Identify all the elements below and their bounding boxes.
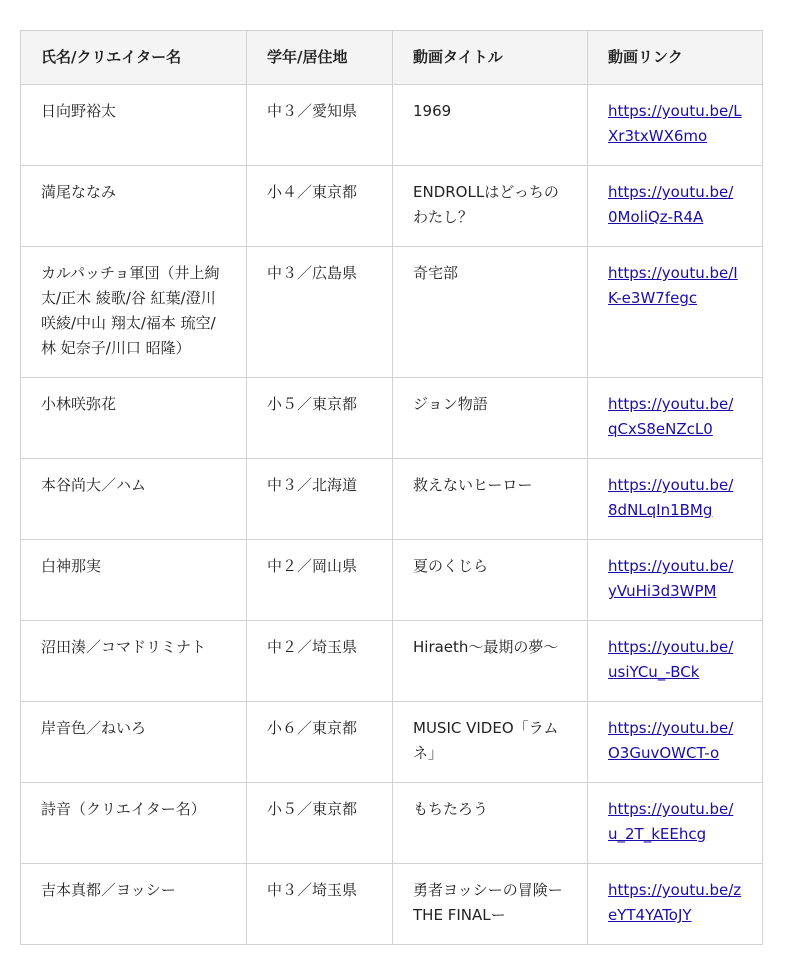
cell-name: 日向野裕太	[21, 85, 247, 166]
table-header	[21, 31, 763, 85]
video-table	[20, 30, 763, 945]
video-link[interactable]: https://youtu.be/qCxS8eNZcL0	[608, 395, 734, 438]
cell-link	[588, 540, 763, 621]
table-row	[21, 783, 763, 864]
video-link[interactable]: https://youtu.be/IK-e3W7fegc	[608, 264, 738, 307]
cell-grade: 中３／北海道	[247, 459, 393, 540]
cell-name: 満尾ななみ	[21, 166, 247, 247]
cell-title: 1969	[393, 85, 588, 166]
cell-name: 詩音（クリエイター名）	[21, 783, 247, 864]
cell-link	[588, 864, 763, 945]
cell-grade: 中３／愛知県	[247, 85, 393, 166]
cell-link	[588, 702, 763, 783]
cell-name: カルパッチョ軍団（井上絢太/正木 綾歌/谷 紅葉/澄川 咲綾/中山 翔太/福本 琉空/林 妃奈子/川口 昭隆）	[21, 247, 247, 378]
video-link[interactable]: https://youtu.be/LXr3txWX6mo	[608, 102, 742, 145]
cell-link	[588, 378, 763, 459]
table-row	[21, 378, 763, 459]
cell-link	[588, 247, 763, 378]
video-link[interactable]: https://youtu.be/zeYT4YAToJY	[608, 881, 742, 924]
cell-title: 奇宅部	[393, 247, 588, 378]
header-video-link: 動画リンク	[588, 31, 763, 85]
cell-name: 吉本真都／ヨッシー	[21, 864, 247, 945]
table-row	[21, 85, 763, 166]
video-link[interactable]: https://youtu.be/usiYCu_-BCk	[608, 638, 734, 681]
cell-title: もちたろう	[393, 783, 588, 864]
cell-title: ENDROLLはどっちのわたし？	[393, 166, 588, 247]
cell-grade: 小５／東京都	[247, 378, 393, 459]
cell-link	[588, 85, 763, 166]
cell-grade: 小４／東京都	[247, 166, 393, 247]
cell-link	[588, 783, 763, 864]
cell-title: ジョン物語	[393, 378, 588, 459]
cell-name: 小林咲弥花	[21, 378, 247, 459]
video-link[interactable]: https://youtu.be/0MoliQz-R4A	[608, 183, 734, 226]
header-name: 氏名/クリエイター名	[21, 31, 247, 85]
cell-grade: 中３／広島県	[247, 247, 393, 378]
cell-name: 岸音色／ねいろ	[21, 702, 247, 783]
video-list-container	[20, 30, 762, 945]
cell-title: 夏のくじら	[393, 540, 588, 621]
video-link[interactable]: https://youtu.be/yVuHi3d3WPM	[608, 557, 734, 600]
header-grade-residence: 学年/居住地	[247, 31, 393, 85]
cell-link	[588, 166, 763, 247]
cell-grade: 小５／東京都	[247, 783, 393, 864]
header-video-title: 動画タイトル	[393, 31, 588, 85]
cell-title: MUSIC VIDEO「ラムネ」	[393, 702, 588, 783]
table-body	[21, 85, 763, 945]
table-row	[21, 166, 763, 247]
cell-title: 救えないヒーロー	[393, 459, 588, 540]
cell-title: Hiraeth〜最期の夢〜	[393, 621, 588, 702]
table-row	[21, 459, 763, 540]
cell-name: 本谷尚大／ハム	[21, 459, 247, 540]
cell-link	[588, 459, 763, 540]
video-link[interactable]: https://youtu.be/8dNLqIn1BMg	[608, 476, 734, 519]
cell-grade: 小６／東京都	[247, 702, 393, 783]
video-link[interactable]: https://youtu.be/O3GuvOWCT-o	[608, 719, 734, 762]
cell-link	[588, 621, 763, 702]
table-row	[21, 247, 763, 378]
cell-title: 勇者ヨッシーの冒険ーTHE FINALー	[393, 864, 588, 945]
table-row	[21, 621, 763, 702]
table-row	[21, 702, 763, 783]
cell-grade: 中２／岡山県	[247, 540, 393, 621]
cell-name: 沼田湊／コマドリミナト	[21, 621, 247, 702]
table-row	[21, 864, 763, 945]
video-link[interactable]: https://youtu.be/u_2T_kEEhcg	[608, 800, 734, 843]
table-row	[21, 540, 763, 621]
cell-grade: 中３／埼玉県	[247, 864, 393, 945]
cell-name: 白神那実	[21, 540, 247, 621]
header-row	[21, 31, 763, 85]
cell-grade: 中２／埼玉県	[247, 621, 393, 702]
